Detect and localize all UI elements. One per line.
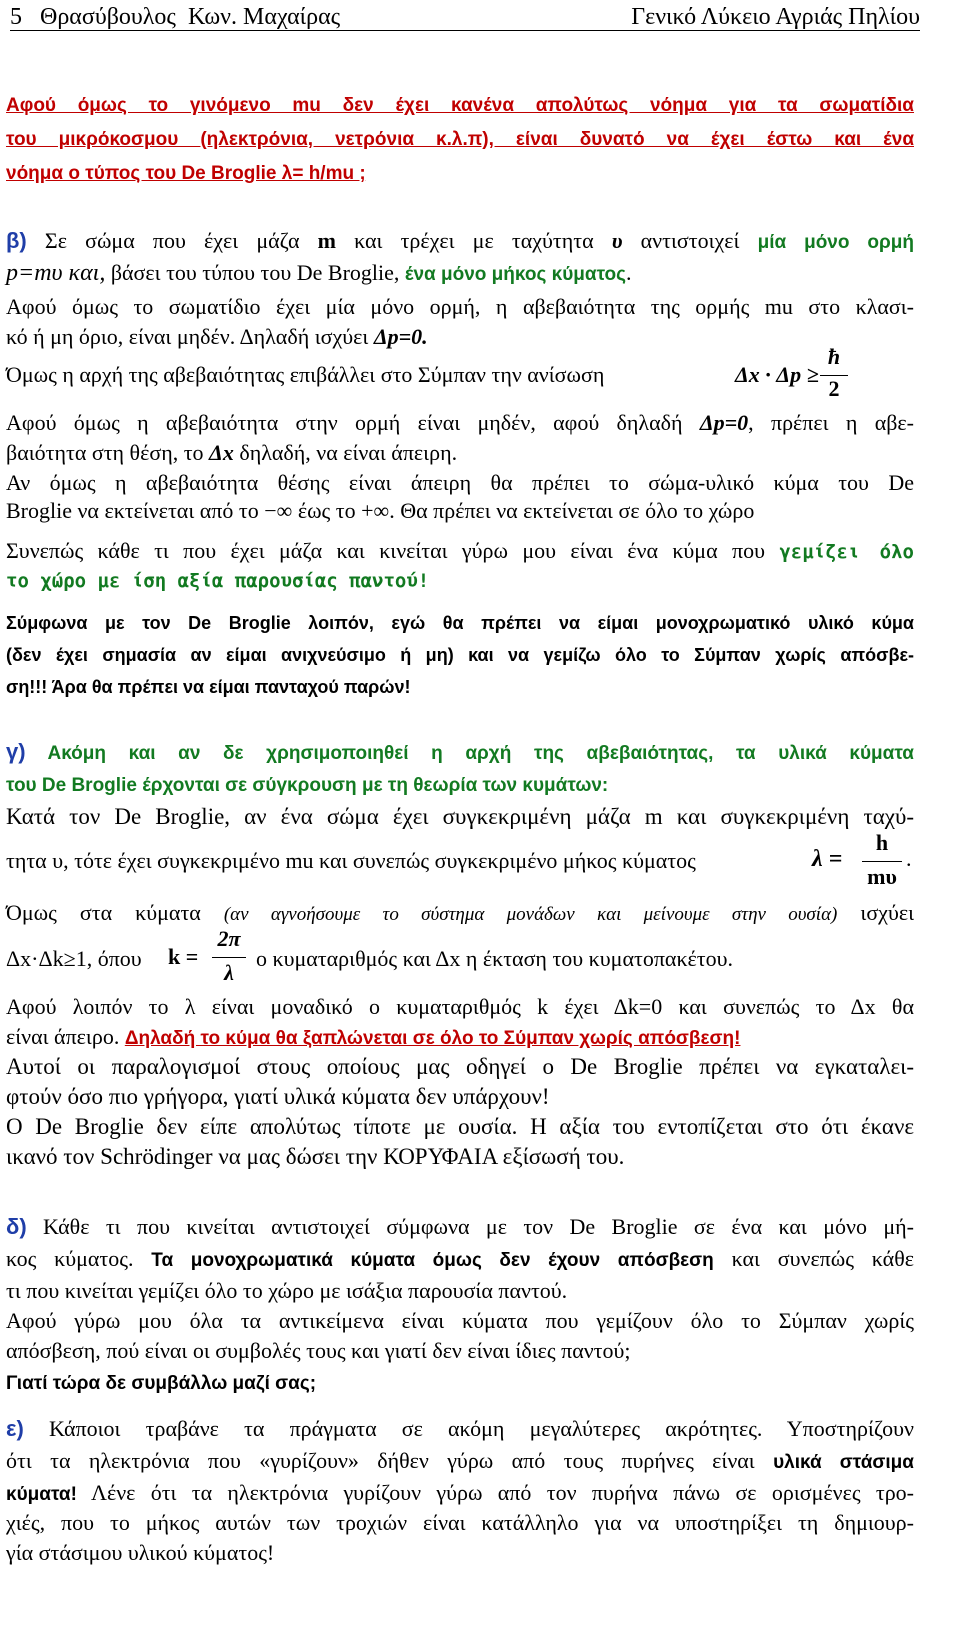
epsilon-bold-emphasis: κύματα! <box>6 1484 77 1505</box>
beta-text: αντιστοιχεί <box>622 228 758 253</box>
beta-dp-zero: Δp=0 <box>699 410 749 435</box>
section-label-beta: β) <box>6 228 27 253</box>
beta-velocity-symbol: υ <box>611 228 623 253</box>
gamma-text: είναι άπειρο. <box>6 1024 125 1049</box>
gamma-red-conclusion: Δηλαδή το κύμα θα ξαπλώνεται σε όλο το Σύμπαν χωρίς απόσβεση! <box>124 1028 741 1049</box>
header-school: Γενικό Λύκειο Αγριάς Πηλίου <box>631 4 920 30</box>
epsilon-text: ότι τα ηλεκτρόνια που «γυρίζουν» δήθεν γύρω από τους πυρήνες είναι <box>6 1448 774 1473</box>
fraction-denominator: 2 <box>828 376 840 401</box>
beta-line-8: Αν όμως η αβεβαιότητα θέσης είναι άπειρη θα πρέπει το σώμα-υλικό κύμα του De <box>6 470 914 495</box>
gamma-line-2: τητα υ, τότε έχει συγκεκριμένο mu και συνεπώς συγκεκριμένο μήκος κύματος <box>6 848 696 873</box>
beta-mass-symbol: m <box>317 228 336 253</box>
epsilon-line-2 <box>6 1446 914 1478</box>
beta-text: δηλαδή, να είναι άπειρη. <box>233 440 458 465</box>
beta-bold-3: ση!!! Άρα θα πρέπει να είμαι πανταχού παρών! <box>6 677 411 697</box>
beta-text: Αφού όμως η αβεβαιότητα στην ορμή είναι μηδέν, αφού δηλαδή <box>6 410 700 435</box>
beta-text: έως το <box>292 498 362 523</box>
beta-text: βαιότητα στη θέση, το <box>6 440 210 465</box>
delta-text: και συνεπώς κάθε <box>713 1246 914 1271</box>
delta-line-6: Γιατί τώρα δε συμβάλλω μαζί σας; <box>6 1373 317 1394</box>
beta-text: και τρέχει με ταχύτητα <box>335 228 612 253</box>
beta-line-4 <box>6 322 914 352</box>
gamma-line-8: φτούν όσο πιο γρήγορα, γιατί υλικά κύματα δεν υπάρχουν! <box>6 1084 550 1109</box>
k-lhs: k = <box>168 944 199 969</box>
gamma-text: Όμως στα κύματα <box>6 900 224 925</box>
delta-text: Κάθε τι που κινείται αντιστοιχεί σύμφωνα με τον De Broglie σε ένα και μόνο μή- <box>26 1214 914 1239</box>
intro-line-2: του μικρόκοσμου (ηλεκτρόνια, νετρόνια κ.λ.π), είναι δυνατό να έχει έστω και ένα <box>6 129 914 150</box>
beta-text: βάσει του τύπου του De Broglie, <box>105 260 405 285</box>
epsilon-text: Λένε ότι τα ηλεκτρόνια γυρίζουν γύρω από τον πυρήνα πάνω σε ορισμένες τρο- <box>76 1480 914 1505</box>
delta-line-2 <box>6 1244 914 1276</box>
beta-dp-zero: Δp=0. <box>373 324 428 349</box>
beta-line-6 <box>6 408 914 438</box>
beta-green-emphasis: γεμίζει όλο <box>779 541 914 563</box>
uncertainty-inequality-lhs: Δx · Δp ≥ <box>735 362 819 387</box>
beta-text: . <box>626 260 632 285</box>
gamma-line-5: Αφού λοιπόν το λ είναι μοναδικό ο κυματαριθμός k έχει Δk=0 και συνεπώς το Δx θα <box>6 994 914 1019</box>
delta-line-1 <box>6 1212 914 1242</box>
epsilon-text: Κάποιοι τραβάνε τα πράγματα σε ακόμη μεγαλύτερες ακρότητες. Υποστηρίζουν <box>23 1416 914 1441</box>
epsilon-line-1 <box>6 1414 914 1444</box>
gamma-line-3 <box>6 898 914 930</box>
beta-green-emphasis: μία μόνο ορμή <box>757 232 914 253</box>
gamma-text: ισχύει <box>837 900 914 925</box>
gamma-line-10: ικανό τον Schrödinger να μας δώσει την ΚΟΡΥΦΑΙΑ εξίσωσή του. <box>6 1144 625 1169</box>
gamma-italic-note: (αν αγνοήσουμε το σύστημα μονάδων και μείνουμε στην ουσία) <box>223 904 838 925</box>
beta-text: Σε σώμα που έχει μάζα <box>26 228 318 253</box>
gamma-line-9: Ο De Broglie δεν είπε απολύτως τίποτε με ουσία. Η αξία του εντοπίζεται στο ότι έκανε <box>6 1114 914 1139</box>
uncertainty-fraction <box>820 344 848 404</box>
page-header <box>10 4 920 31</box>
beta-green-emphasis: ένα μόνο μήκος κύματος <box>404 264 627 285</box>
epsilon-line-5: γία στάσιμου υλικού κύματος! <box>6 1540 275 1565</box>
beta-dx-symbol: Δx <box>209 440 234 465</box>
section-label-gamma: γ) <box>6 739 26 764</box>
fraction-numerator: h <box>875 830 889 855</box>
beta-text: . Θα πρέπει να εκτείνεται σε όλο το χώρο <box>389 498 755 523</box>
beta-line-2 <box>6 258 914 290</box>
beta-text: κό ή μη όριο, είναι μηδέν. Δηλαδή ισχύει <box>6 324 374 349</box>
epsilon-bold-emphasis: υλικά στάσιμα <box>773 1452 914 1473</box>
epsilon-line-4: χιές, που το μήκος αυτών των τροχιών είναι κατάλληλο για να υποστηρίξει τη δημιουρ- <box>6 1510 914 1535</box>
minus-infinity: −∞ <box>264 498 293 523</box>
beta-bold-1: Σύμφωνα με τον De Broglie λοιπόν, εγώ θα πρέπει να είμαι μονοχρωματικό υλικό κύμα <box>6 613 914 633</box>
delta-line-5: απόσβεση, πού είναι οι συμβολές τους και γιατί δεν είναι ίδιες παντού; <box>6 1338 631 1363</box>
beta-line-1 <box>6 226 914 258</box>
epsilon-line-3 <box>6 1478 914 1510</box>
gamma-heading-text: Ακόμη και αν δε χρησιμοποιηθεί η αρχή της αβεβαιότητας, τα υλικά κύματα <box>25 743 914 764</box>
delta-line-3: τι που κινείται γεμίζει όλο το χώρο με ισάξια παρουσία παντού. <box>6 1278 568 1303</box>
gamma-heading-1 <box>6 736 914 770</box>
section-label-delta: δ) <box>6 1214 27 1239</box>
beta-text: , πρέπει η αβε- <box>748 410 914 435</box>
beta-line-5: Όμως η αρχή της αβεβαιότητας επιβάλλει στο Σύμπαν την ανίσωση <box>6 362 605 387</box>
beta-line-3: Αφού όμως το σωματίδιο έχει μία μόνο ορμή, η αβεβαιότητα της ορμής mu στο κλασι- <box>6 294 914 319</box>
gamma-line-4b: ο κυματαριθμός και Δx η έκταση του κυματοπακέτου. <box>256 946 734 971</box>
beta-text: Broglie να εκτείνεται από το <box>6 498 265 523</box>
fraction-numerator: 2π <box>217 926 241 951</box>
beta-line-11: το χώρο με ίση αξία παρουσίας παντού! <box>6 570 430 592</box>
gamma-heading-2: του De Broglie έρχονται σε σύγκρουση με τη θεωρία των κυμάτων: <box>6 775 609 796</box>
beta-line-9 <box>6 496 914 526</box>
beta-text: Συνεπώς κάθε τι που έχει μάζα και κινείται γύρω μου είναι ένα κύμα που <box>6 538 780 563</box>
intro-line-3: νόημα ο τύπος του De Broglie λ= h/mu ; <box>6 163 366 184</box>
beta-bold-2: (δεν έχει σημασία αν είμαι ανιχνεύσιμο ή μη) και να γεμίζω όλο το Σύμπαν χωρίς απόσβε- <box>6 645 914 665</box>
gamma-line-6 <box>6 1022 914 1054</box>
gamma-line-4a: Δx·Δk≥1, όπου <box>6 946 142 971</box>
intro-line-1: Αφού όμως το γινόμενο mu δεν έχει κανένα απολύτως νόημα για τα σωματίδια <box>6 95 914 116</box>
section-label-epsilon: ε) <box>6 1416 24 1441</box>
beta-line-7 <box>6 438 914 468</box>
delta-line-4: Αφού γύρω μου όλα τα αντικείμενα είναι κύματα που γεμίζουν όλο το Σύμπαν χωρίς <box>6 1308 914 1333</box>
fraction-denominator: λ <box>224 960 234 985</box>
gamma-line-7: Αυτοί οι παραλογισμοί στους οποίους μας οδηγεί ο De Broglie πρέπει να εγκαταλει- <box>6 1054 914 1079</box>
delta-text: κος κύματος. <box>6 1246 152 1271</box>
fraction-numerator: ħ <box>827 344 841 369</box>
fraction-bar <box>862 861 902 862</box>
lambda-fraction <box>862 830 902 892</box>
k-fraction <box>212 926 246 988</box>
lambda-period: . <box>906 846 912 871</box>
plus-infinity: +∞ <box>361 498 390 523</box>
lambda-lhs: λ = <box>812 846 843 872</box>
fraction-denominator: mυ <box>867 864 897 889</box>
beta-momentum-formula: p=mυ και, <box>6 260 106 286</box>
fraction-bar <box>212 957 246 958</box>
delta-bold-emphasis: Τα μονοχρωματικά κύματα όμως δεν έχουν απόσβεση <box>151 1250 714 1271</box>
gamma-line-1: Κατά τον De Broglie, αν ένα σώμα έχει συγκεκριμένη μάζα m και συγκεκριμένη ταχύ- <box>6 804 914 829</box>
header-author: 5 Θρασύβουλος Κων. Μαχαίρας <box>10 4 341 30</box>
beta-line-10 <box>6 536 914 567</box>
